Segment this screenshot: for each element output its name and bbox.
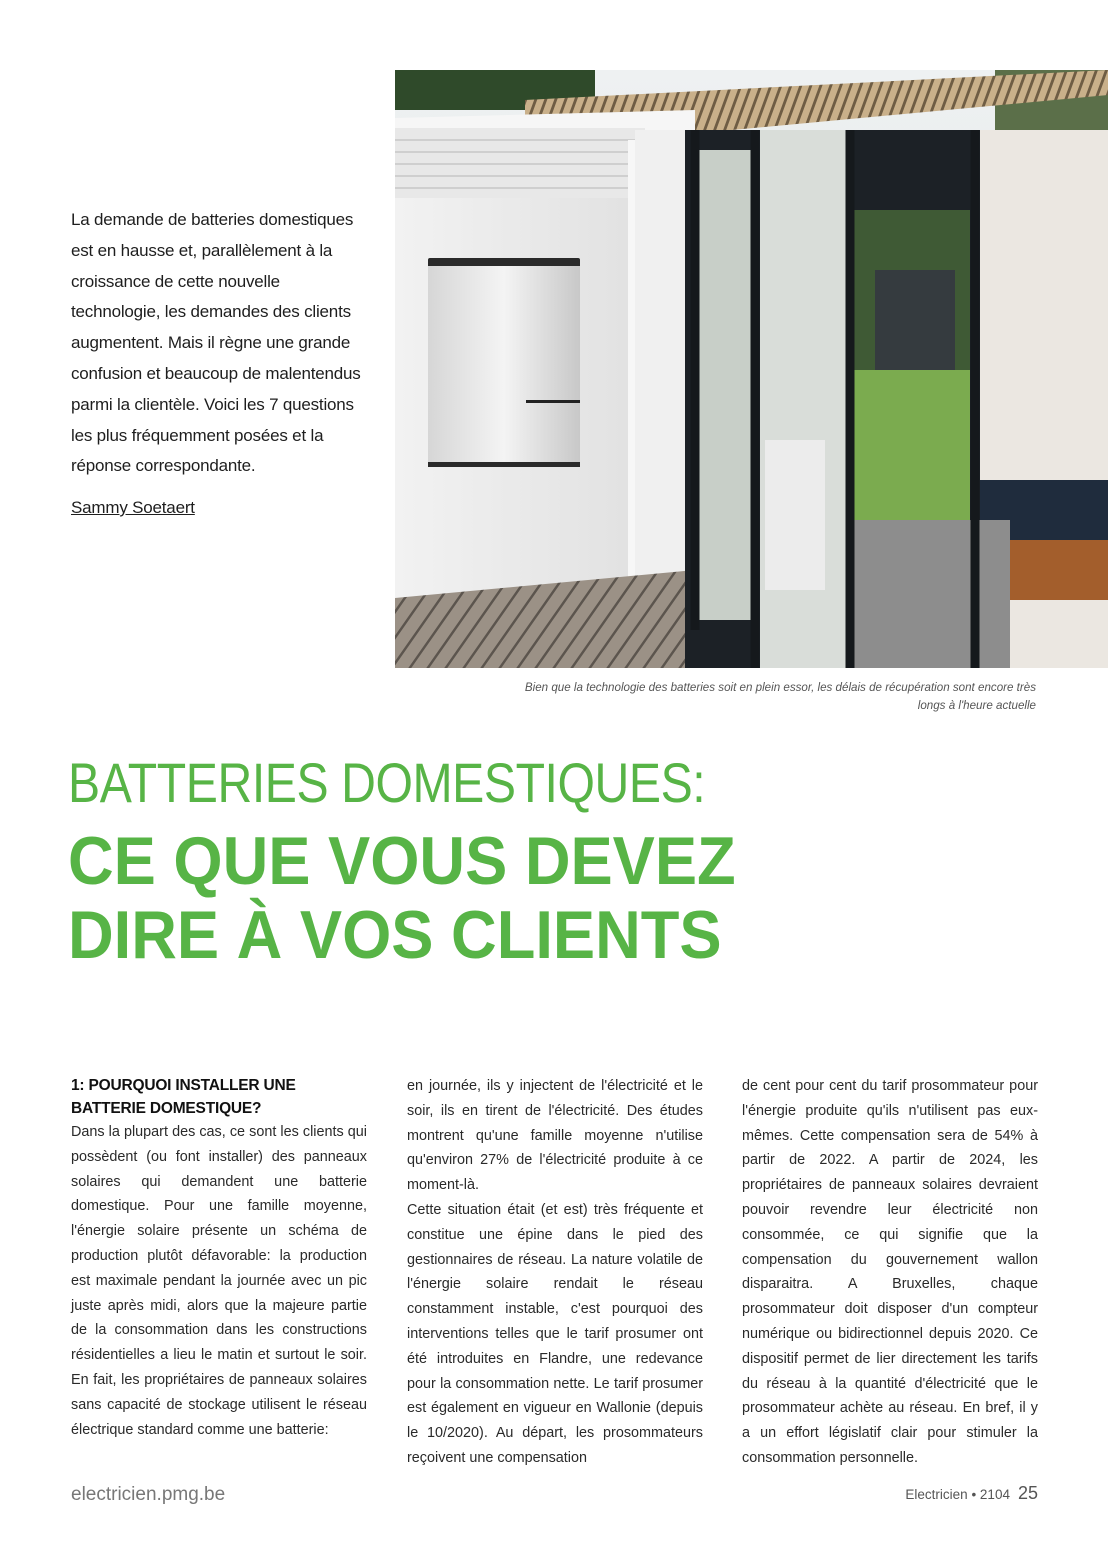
article-column-2: [407, 1074, 703, 1471]
website-link[interactable]: electricien.pmg.be: [71, 1484, 226, 1505]
photo-illustration: [395, 70, 1108, 668]
intro-text: [71, 205, 361, 482]
article-column-3: [742, 1074, 1038, 1471]
author-name[interactable]: Sammy Soetaert: [71, 498, 195, 517]
title-line-2: CE QUE VOUS DEVEZ: [68, 823, 736, 899]
column-3-text: de cent pour cent du tarif prosommateur pour l'énergie produite qu'ils n'utilisent pas eux-mêmes. Cette compensation sera de 54% à partir de 2022. A partir de 2024, les propriétaires de panneaux solaires devraient pouvoir revendre leur électricité non consommée, ce qui signifie que la compensation du gouvernement wallon disparaitra. A Bruxelles, chaque prosommateur doit disposer d'un compteur numérique ou bidirectionnel depuis 2020. Ce dispositif permet de lier directement les tarifs du réseau à la quantité d'électricité que le prosommateur achète au réseau. En bref, il y a un effort législatif clair pour stimuler la consommation personnelle.: [742, 1078, 1038, 1466]
page-number: 25: [1017, 1483, 1038, 1503]
magazine-issue: Electricien • 2104: [905, 1487, 1010, 1502]
photo-caption: Bien que la technologie des batteries soit en plein essor, les délais de récupération sont encore très longs à l'heure actuelle: [524, 681, 1036, 712]
article-photo: [395, 70, 1108, 668]
page-footer: [905, 1483, 1038, 1504]
title-line-1: BATTERIES DOMESTIQUES:: [68, 751, 706, 814]
column-2-paragraph-2: Cette situation était (et est) très fréquente et constitue une épine dans le pied des gestionnaires de réseau. La nature volatile de l'énergie solaire rendait le réseau constamment instable, c'est pourquoi des interventions telles que le tarif prosumer ont été introduites en Flandre, une redevance pour la consommation nette. Le tarif prosumer est également en vigueur en Wallonie (depuis le 10/2020). Au départ, les prosommateurs reçoivent une compensation: [407, 1201, 703, 1466]
question-1-heading: 1: POURQUOI INSTALLER UNE BATTERIE DOMESTIQUE?: [71, 1077, 296, 1117]
intro-paragraph: La demande de batteries domestiques est en hausse et, parallèlement à la croissance de cette nouvelle technologie, les demandes des clients augmentent. Mais il règne une grande confusion et beaucoup de malentendus parmi la clientèle. Voici les 7 questions les plus fréquemment posées et la réponse correspondante.: [71, 210, 361, 476]
column-1-text: Dans la plupart des cas, ce sont les clients qui possèdent (ou font installer) des panneaux solaires qui demandent une batterie domestique. Pour une famille moyenne, l'énergie solaire présente un schéma de production plutôt défavorable: la production est maximale pendant la journée avec un pic juste après midi, alors que la majeure partie de la consommation dans les constructions résidentielles a lieu le matin et surtout le soir. En fait, les propriétaires de panneaux solaires sans capacité de stockage utilisent le réseau électrique standard comme une batterie:: [71, 1124, 367, 1438]
article-column-1: [71, 1074, 367, 1442]
title-line-3: DIRE À VOS CLIENTS: [68, 897, 722, 973]
column-2-paragraph-1: en journée, ils y injectent de l'électricité et le soir, ils en tirent de l'électricité. Des études montrent qu'une famille moyenne n'utilise qu'environ 27% de l'électricité produite à ce moment-là.: [407, 1078, 703, 1194]
